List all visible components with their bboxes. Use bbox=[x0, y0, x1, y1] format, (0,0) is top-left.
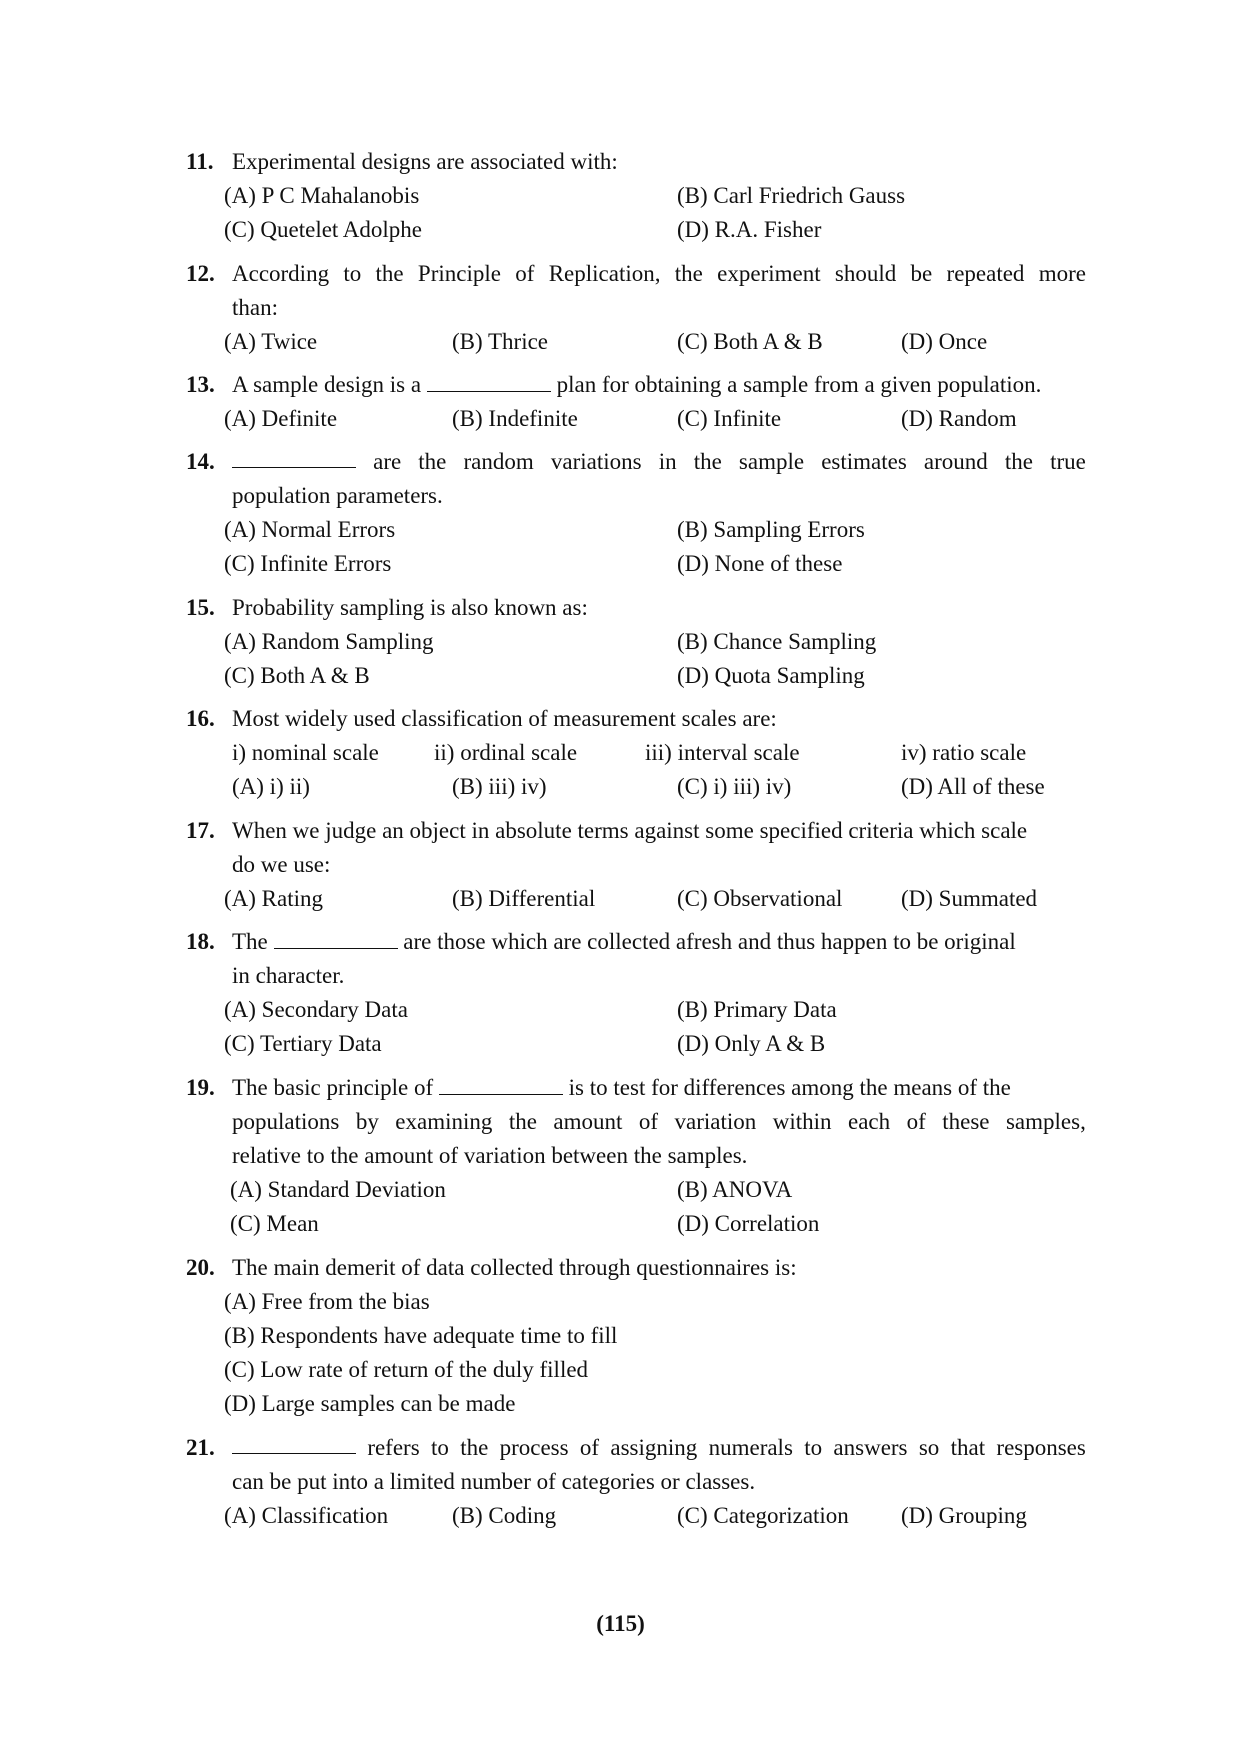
question-number: 15. bbox=[186, 595, 215, 620]
option-a: (A) Twice bbox=[224, 329, 318, 354]
scale-item: i) nominal scale bbox=[232, 740, 379, 765]
question-text: Probability sampling is also known as: bbox=[232, 595, 588, 620]
option-c: (C) Low rate of return of the duly filled bbox=[224, 1357, 589, 1382]
option-c: (C) Infinite bbox=[677, 406, 782, 431]
option-a: (A) Rating bbox=[224, 886, 324, 911]
question-18 bbox=[186, 925, 1086, 1061]
scale-item: ii) ordinal scale bbox=[434, 740, 578, 765]
option-a: (A) P C Mahalanobis bbox=[224, 183, 420, 208]
option-d: (D) Summated bbox=[901, 886, 1038, 911]
page-number: (115) bbox=[596, 1611, 645, 1636]
option-b: (B) iii) iv) bbox=[452, 774, 547, 799]
fill-blank bbox=[439, 1072, 563, 1095]
question-15 bbox=[186, 591, 1086, 693]
fill-blank bbox=[427, 369, 551, 392]
fill-blank bbox=[274, 926, 398, 949]
option-a: (A) Normal Errors bbox=[224, 517, 396, 542]
question-number: 11. bbox=[186, 149, 214, 174]
question-text: When we judge an object in absolute terms against some specified criteria which scale bbox=[232, 818, 1028, 843]
option-d: (D) Correlation bbox=[677, 1211, 820, 1236]
option-c: (C) Infinite Errors bbox=[224, 551, 392, 576]
option-a: (A) Classification bbox=[224, 1503, 389, 1528]
question-17 bbox=[186, 814, 1086, 916]
option-c: (C) i) iii) iv) bbox=[677, 774, 792, 799]
fill-blank bbox=[232, 445, 356, 468]
option-b: (B) Respondents have adequate time to fill bbox=[224, 1323, 618, 1348]
option-c: (C) Both A & B bbox=[677, 329, 823, 354]
option-d: (D) Only A & B bbox=[677, 1031, 826, 1056]
question-12 bbox=[186, 257, 1086, 359]
option-b: (B) Coding bbox=[452, 1503, 557, 1528]
option-c: (C) Both A & B bbox=[224, 663, 370, 688]
question-text-continued: relative to the amount of variation between the samples. bbox=[232, 1143, 748, 1168]
option-a: (A) Standard Deviation bbox=[230, 1177, 446, 1202]
question-21 bbox=[186, 1431, 1086, 1533]
option-d: (D) Large samples can be made bbox=[224, 1391, 516, 1416]
option-b: (B) Sampling Errors bbox=[677, 517, 865, 542]
question-number: 12. bbox=[186, 261, 215, 286]
question-11 bbox=[186, 145, 1086, 247]
option-b: (B) Chance Sampling bbox=[677, 629, 877, 654]
option-a: (A) Secondary Data bbox=[224, 997, 408, 1022]
question-number: 16. bbox=[186, 706, 215, 731]
question-text: The are those which are collected afresh and thus happen to be original bbox=[232, 925, 1086, 959]
question-text-continued: can be put into a limited number of categories or classes. bbox=[232, 1469, 756, 1494]
question-text: According to the Principle of Replication, the experiment should be repeated more bbox=[232, 261, 1086, 286]
question-text-continued: populations by examining the amount of variation within each of these samples, bbox=[232, 1109, 1086, 1134]
option-c: (C) Mean bbox=[230, 1211, 319, 1236]
question-text: A sample design is a plan for obtaining a sample from a given population. bbox=[232, 368, 1086, 402]
option-d: (D) None of these bbox=[677, 551, 843, 576]
question-19 bbox=[186, 1071, 1086, 1241]
question-20 bbox=[186, 1251, 1086, 1421]
question-number: 18. bbox=[186, 929, 215, 954]
question-number: 17. bbox=[186, 818, 215, 843]
option-b: (B) Thrice bbox=[452, 329, 549, 354]
question-14 bbox=[186, 445, 1086, 581]
option-d: (D) Once bbox=[901, 329, 988, 354]
scale-item: iii) interval scale bbox=[645, 740, 800, 765]
option-c: (C) Categorization bbox=[677, 1503, 849, 1528]
option-b: (B) ANOVA bbox=[677, 1177, 793, 1202]
question-text-continued: do we use: bbox=[232, 852, 331, 877]
question-13 bbox=[186, 368, 1086, 436]
question-text: are the random variations in the sample estimates around the true bbox=[232, 445, 1086, 479]
question-text-continued: than: bbox=[232, 295, 278, 320]
option-d: (D) All of these bbox=[901, 774, 1045, 799]
question-text: Most widely used classification of measurement scales are: bbox=[232, 706, 777, 731]
scale-item: iv) ratio scale bbox=[901, 740, 1027, 765]
option-d: (D) Grouping bbox=[901, 1503, 1027, 1528]
question-text: The main demerit of data collected through questionnaires is: bbox=[232, 1255, 797, 1280]
question-16 bbox=[186, 702, 1086, 804]
question-number: 21. bbox=[186, 1435, 215, 1460]
question-number: 19. bbox=[186, 1075, 215, 1100]
option-c: (C) Observational bbox=[677, 886, 843, 911]
question-text: Experimental designs are associated with: bbox=[232, 149, 618, 174]
option-d: (D) R.A. Fisher bbox=[677, 217, 822, 242]
option-c: (C) Quetelet Adolphe bbox=[224, 217, 423, 242]
question-number: 13. bbox=[186, 372, 215, 397]
question-number: 20. bbox=[186, 1255, 215, 1280]
question-number: 14. bbox=[186, 449, 215, 474]
option-b: (B) Indefinite bbox=[452, 406, 578, 431]
option-c: (C) Tertiary Data bbox=[224, 1031, 382, 1056]
question-text: The basic principle of is to test for differences among the means of the bbox=[232, 1071, 1086, 1105]
fill-blank bbox=[232, 1431, 356, 1454]
option-a: (A) Free from the bias bbox=[224, 1289, 430, 1314]
option-a: (A) Definite bbox=[224, 406, 338, 431]
option-a: (A) i) ii) bbox=[232, 774, 310, 799]
question-text: refers to the process of assigning numerals to answers so that responses bbox=[232, 1431, 1086, 1465]
option-d: (D) Random bbox=[901, 406, 1017, 431]
question-text-continued: in character. bbox=[232, 963, 345, 988]
option-a: (A) Random Sampling bbox=[224, 629, 434, 654]
option-d: (D) Quota Sampling bbox=[677, 663, 865, 688]
option-b: (B) Differential bbox=[452, 886, 596, 911]
option-b: (B) Carl Friedrich Gauss bbox=[677, 183, 906, 208]
question-text-continued: population parameters. bbox=[232, 483, 443, 508]
option-b: (B) Primary Data bbox=[677, 997, 837, 1022]
